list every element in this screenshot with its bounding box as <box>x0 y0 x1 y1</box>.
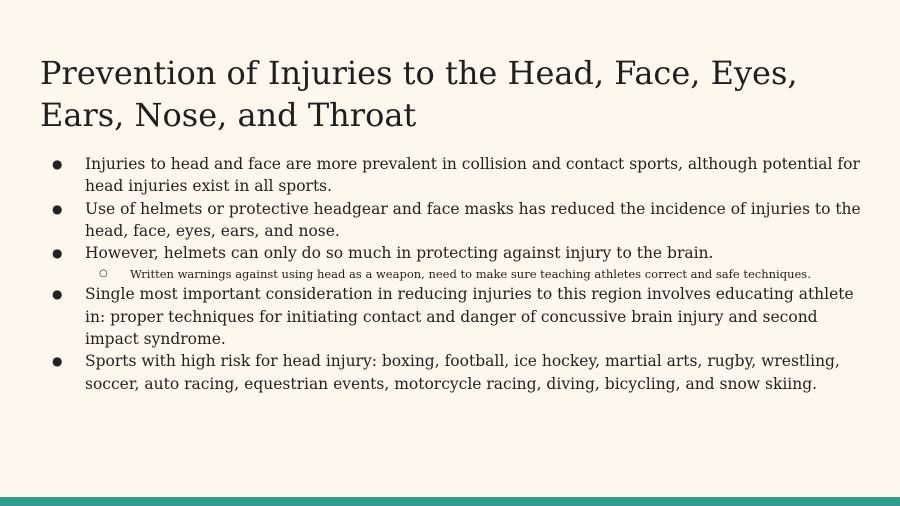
bullet-item <box>0 153 900 198</box>
bullet-text: Single most important consideration in reducing injuries to this region involves educating athlete in: proper techniques for initiating contact and danger of concussive brain injury and second impact syndrome. <box>85 285 854 349</box>
bullet-text: Injuries to head and face are more prevalent in collision and contact sports, although potential for head injuries exist in all sports. <box>85 155 860 196</box>
bullet-item <box>0 350 900 395</box>
slide-title: Prevention of Injuries to the Head, Face, Eyes, Ears, Nose, and Throat <box>40 54 798 134</box>
bullet-item <box>0 198 900 243</box>
bullet-text: Use of helmets or protective headgear and face masks has reduced the incidence of injuries to the head, face, eyes, ears, and nose. <box>85 199 861 240</box>
bullet-text: Sports with high risk for head injury: boxing, football, ice hockey, martial arts, rugby, wrestling, soccer, auto racing, equestrian events, motorcycle racing, diving, bicycling, and snow skiing. <box>85 352 840 393</box>
bullet-dot-icon: ● <box>52 246 63 261</box>
sub-bullet-text: Written warnings against using head as a weapon, need to make sure teaching athletes correct and safe techniques. <box>130 267 811 282</box>
accent-footer-bar <box>0 497 900 506</box>
bullet-dot-icon: ● <box>52 287 63 302</box>
sub-bullet-item <box>0 266 900 282</box>
bullet-dot-icon: ● <box>52 201 63 216</box>
sub-bullet-circle-icon: ○ <box>99 268 108 280</box>
bullet-dot-icon: ● <box>52 157 63 171</box>
bullet-dot-icon: ● <box>52 354 63 369</box>
bullet-item <box>0 283 900 350</box>
bullet-list <box>0 153 900 395</box>
bullet-item <box>0 242 900 264</box>
bullet-text: However, helmets can only do so much in protecting against injury to the brain. <box>85 244 714 263</box>
